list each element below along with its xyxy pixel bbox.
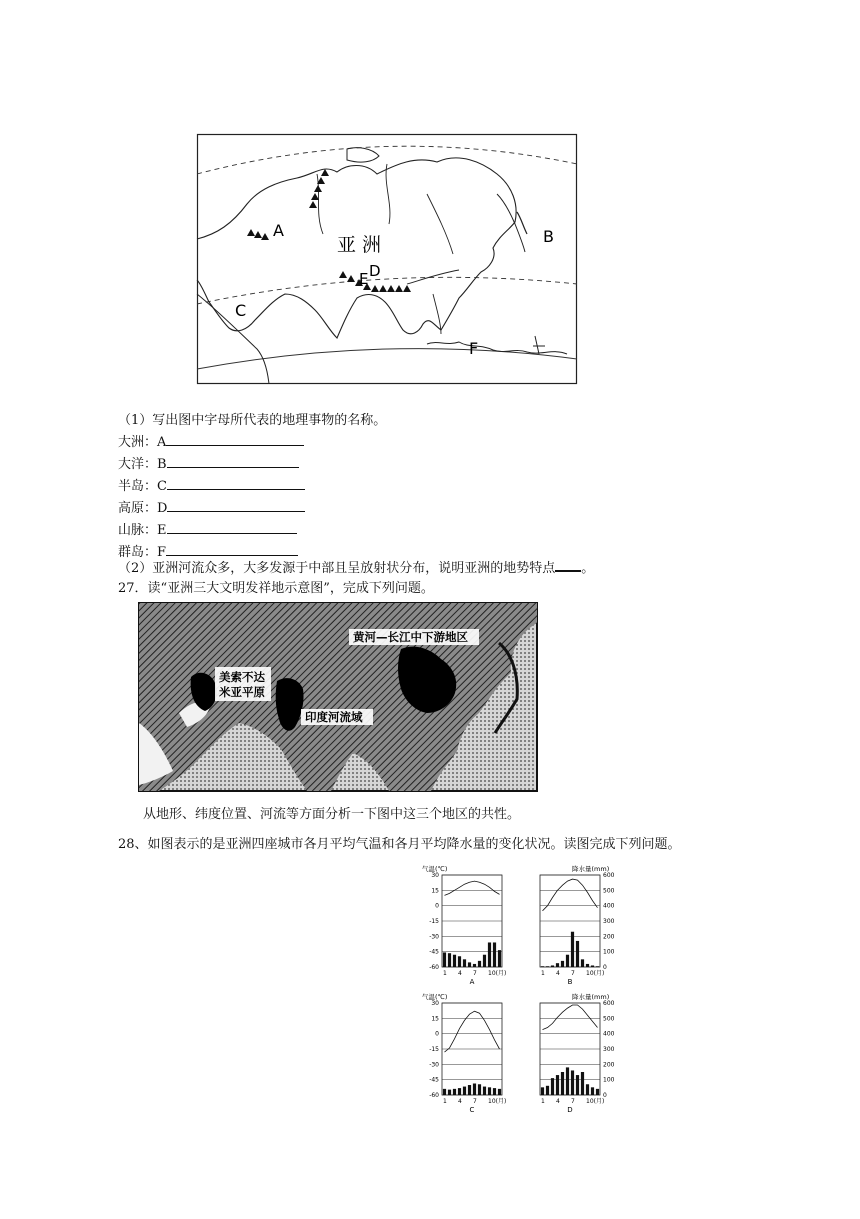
x-tick-label: 7	[571, 1098, 575, 1105]
x-tick-label: 10(月)	[586, 1098, 605, 1105]
x-tick-label: 7	[571, 970, 575, 977]
precipitation-bar	[453, 1089, 456, 1095]
climate-charts-svg	[420, 862, 615, 1122]
x-tick-label: 10(月)	[586, 970, 605, 977]
y-tick-label-left: 30	[431, 1000, 439, 1007]
y-tick-label-left: -60	[429, 1092, 439, 1099]
precipitation-bar	[566, 1067, 569, 1095]
precipitation-bar	[468, 1085, 471, 1095]
chart-panel-label: A	[469, 978, 475, 986]
precipitation-bar	[556, 963, 559, 967]
precipitation-bar	[498, 950, 501, 967]
precipitation-bar	[576, 1075, 579, 1095]
y-tick-label-right: 600	[603, 872, 615, 879]
chart-panel-label: B	[567, 978, 573, 986]
precipitation-bar	[571, 1070, 574, 1095]
answer-label: 大洲：A	[118, 435, 167, 450]
map-label-b: B	[543, 227, 554, 246]
precipitation-bar	[596, 1089, 599, 1095]
precipitation-bar	[443, 1089, 446, 1095]
answer-blank[interactable]	[167, 453, 299, 468]
precipitation-bar	[576, 941, 579, 967]
y-tick-label-right: 400	[603, 902, 615, 910]
y-tick-label-left: -60	[429, 964, 439, 971]
answer-label: 山脉：E	[118, 523, 167, 538]
map-label-asia: 亚 洲	[337, 234, 382, 256]
precipitation-bar	[571, 932, 574, 967]
map-label-c: C	[235, 301, 247, 320]
answer-line-c	[118, 475, 305, 497]
y-tick-label-left: 0	[435, 902, 439, 910]
answer-label: 高原：D	[118, 501, 168, 516]
map-label-f: F	[469, 339, 479, 358]
temperature-line	[543, 1005, 598, 1030]
precipitation-bar	[463, 1087, 466, 1095]
y-tick-label-right: 500	[603, 887, 615, 895]
q27-title: 27．读“亚洲三大文明发祥地示意图”，完成下列问题。	[118, 581, 434, 596]
q26-part2-end: 。	[581, 561, 595, 576]
x-tick-label: 4	[556, 970, 560, 977]
y-tick-label-right: 500	[603, 1015, 615, 1023]
temperature-axis-label: 气温(℃)	[422, 865, 448, 873]
precipitation-bar	[493, 1088, 496, 1095]
answer-line-e	[118, 519, 305, 541]
precipitation-bar	[448, 953, 451, 967]
x-tick-label: 1	[443, 970, 447, 977]
y-tick-label-left: 30	[431, 872, 439, 879]
precipitation-bar	[483, 1087, 486, 1095]
precipitation-bar	[483, 955, 486, 967]
answer-label: 群岛：F	[118, 545, 167, 560]
precipitation-bar	[561, 961, 564, 967]
precipitation-bar	[493, 942, 496, 967]
y-tick-label-left: 15	[431, 1015, 439, 1023]
precipitation-bar	[551, 965, 554, 967]
y-tick-label-right: 100	[603, 948, 615, 956]
precipitation-bar	[468, 962, 471, 967]
answer-blank[interactable]	[167, 475, 305, 490]
precipitation-bar	[473, 964, 476, 967]
y-tick-label-right: 200	[603, 1061, 615, 1069]
precipitation-bar	[541, 1087, 544, 1095]
x-tick-label: 7	[473, 1098, 477, 1105]
q28-title: 28、如图表示的是亚洲四座城市各月平均气温和各月平均降水量的变化状况。读图完成下列问题。	[118, 837, 681, 852]
label-meso-2: 米亚平原	[219, 685, 265, 699]
label-indus: 印度河流域	[305, 710, 363, 724]
temperature-line	[445, 1011, 500, 1052]
precipitation-bar	[591, 965, 594, 967]
answer-label: 大洋：B	[118, 457, 167, 472]
chart-panel-label: D	[567, 1106, 573, 1114]
x-tick-label: 1	[443, 1098, 447, 1105]
answer-blank[interactable]	[555, 557, 581, 572]
temperature-line	[445, 881, 500, 895]
chart-panel-label: C	[469, 1106, 475, 1114]
precipitation-bar	[596, 966, 599, 967]
precipitation-bar	[586, 964, 589, 967]
x-tick-label: 1	[541, 1098, 545, 1105]
precipitation-bar	[478, 1084, 481, 1095]
x-tick-label: 4	[458, 970, 462, 977]
precipitation-bar	[546, 966, 549, 967]
precipitation-bar	[443, 952, 446, 967]
precipitation-bar	[581, 959, 584, 967]
precipitation-bar	[541, 966, 544, 967]
y-tick-label-left: -30	[429, 1061, 439, 1069]
precipitation-bar	[566, 955, 569, 967]
precipitation-bar	[556, 1075, 559, 1095]
answer-line-a	[118, 431, 305, 453]
precipitation-bar	[498, 1089, 501, 1095]
answer-blank[interactable]	[167, 497, 305, 512]
precipitation-bar	[478, 961, 481, 967]
q26-part2-text: （2）亚洲河流众多，大多发源于中部且呈放射状分布，说明亚洲的地势特点	[118, 561, 556, 576]
x-tick-label: 4	[556, 1098, 560, 1105]
precipitation-bar	[586, 1084, 589, 1095]
x-tick-label: 10(月)	[488, 970, 507, 977]
answer-line-d	[118, 497, 305, 519]
y-tick-label-right: 0	[603, 964, 607, 971]
x-tick-label: 1	[541, 970, 545, 977]
y-tick-label-left: -15	[429, 1046, 439, 1053]
temperature-line	[543, 879, 598, 911]
map-label-a: A	[273, 221, 284, 240]
precipitation-bar	[561, 1072, 564, 1095]
y-tick-label-left: -15	[429, 918, 439, 925]
y-tick-label-right: 600	[603, 1000, 615, 1007]
y-tick-label-right: 100	[603, 1076, 615, 1084]
precipitation-axis-label: 降水量(mm)	[572, 865, 610, 873]
precipitation-bar	[458, 956, 461, 967]
y-tick-label-right: 300	[603, 1046, 615, 1053]
precipitation-bar	[551, 1078, 554, 1095]
answer-line-b	[118, 453, 305, 475]
q27-question: 从地形、纬度位置、河流等方面分析一下图中这三个地区的共性。	[143, 807, 521, 822]
y-tick-label-right: 400	[603, 1030, 615, 1038]
precipitation-bar	[546, 1086, 549, 1095]
label-meso-1: 美索不达	[219, 670, 265, 684]
y-tick-label-left: -30	[429, 933, 439, 941]
x-tick-label: 4	[458, 1098, 462, 1105]
map-label-d: D	[369, 262, 381, 280]
precipitation-bar	[488, 942, 491, 967]
precipitation-bar	[591, 1087, 594, 1095]
y-tick-label-right: 300	[603, 918, 615, 925]
precipitation-bar	[453, 955, 456, 967]
precipitation-bar	[473, 1084, 476, 1096]
precipitation-bar	[488, 1087, 491, 1095]
label-huanghe: 黄河—长江中下游地区	[353, 630, 468, 644]
precipitation-bar	[463, 959, 466, 967]
asia-map	[197, 134, 577, 384]
asia-map-svg	[197, 134, 577, 384]
climate-charts	[420, 862, 615, 1122]
map-label-e: E	[359, 270, 369, 288]
y-tick-label-left: -45	[429, 948, 439, 956]
civilization-map	[139, 603, 537, 791]
q26-part2	[118, 557, 594, 579]
x-tick-label: 7	[473, 970, 477, 977]
y-tick-label-left: 15	[431, 887, 439, 895]
q26-part1: （1）写出图中字母所代表的地理事物的名称。	[118, 413, 387, 428]
y-tick-label-left: 0	[435, 1030, 439, 1038]
precipitation-bar	[458, 1088, 461, 1095]
answer-label: 半岛：C	[118, 479, 167, 494]
q26-answer-list	[118, 431, 305, 563]
temperature-axis-label: 气温(℃)	[422, 993, 448, 1001]
y-tick-label-right: 200	[603, 933, 615, 941]
y-tick-label-left: -45	[429, 1076, 439, 1084]
answer-blank[interactable]	[166, 541, 298, 556]
y-tick-label-right: 0	[603, 1092, 607, 1099]
answer-blank[interactable]	[167, 519, 297, 534]
precipitation-bar	[581, 1072, 584, 1095]
x-tick-label: 10(月)	[488, 1098, 507, 1105]
precipitation-axis-label: 降水量(mm)	[572, 993, 610, 1001]
answer-blank[interactable]	[166, 431, 304, 446]
civilization-map-svg	[139, 603, 537, 791]
precipitation-bar	[448, 1090, 451, 1095]
